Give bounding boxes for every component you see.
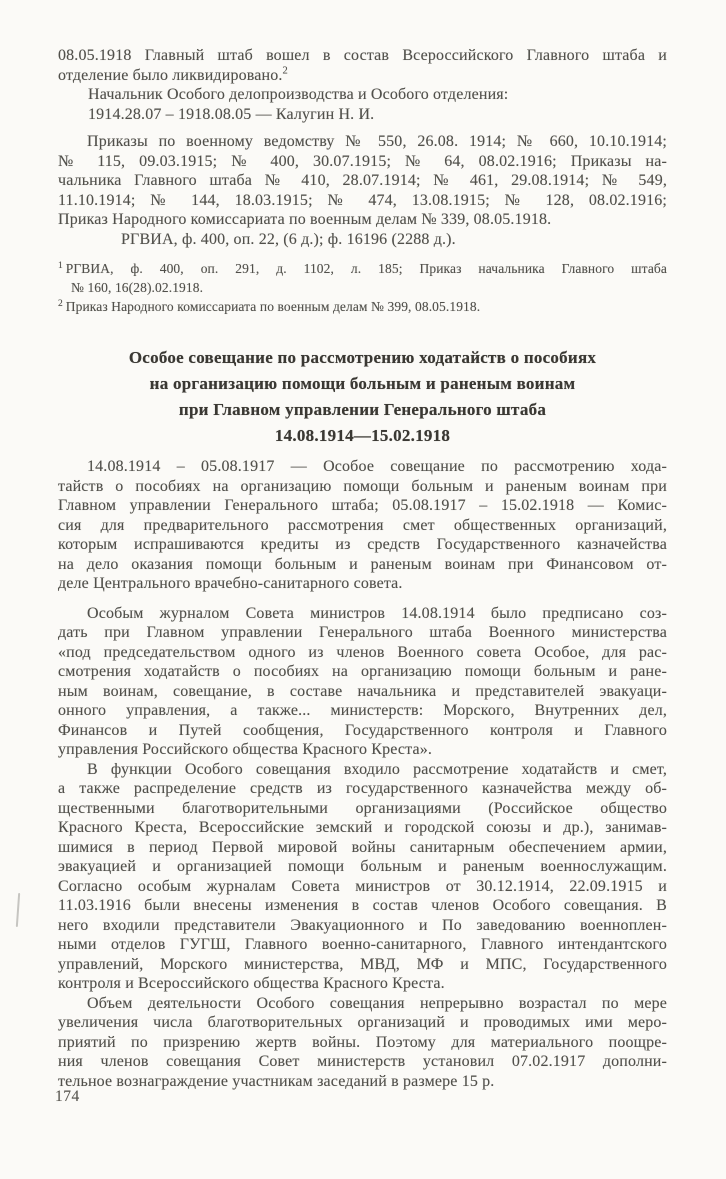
text-line: на дело оказания помощи больным и раненым воинам при Финансовом от- [58,555,667,573]
footnote-line [58,297,667,316]
text-line: онного управления, а также... министерств: Морского, Внутренних дел, [58,702,667,719]
text-line: эвакуацией и организацией помощи больным и раненым военнослужащим. [58,858,667,875]
footnote-marker: 1 [58,260,63,271]
text-line: дать при Главном управлении Генерального штаба Военного министерства [58,624,667,641]
page-number: 174 [55,1088,80,1105]
text-line: смотрения ходатайств о пособиях на организацию помощи больным и ране- [58,663,667,680]
text-line: Особое совещание по рассмотрению ходатайств о пособиях [128,348,597,367]
page-content [58,46,667,1091]
text-line: которым испрашиваются кредиты из средств Государственного казначейства [58,536,667,553]
text-line: управления Российского общества Красного Креста». [58,741,433,758]
paragraph [58,46,667,85]
section-heading [58,345,667,449]
text-line: «под председательством одного из членов Военного совета Особое, для рас- [58,643,667,661]
footnotes [58,259,667,316]
text-run: РГВИА, ф. 400, оп. 291, д. 1102, л. 185; Приказ начальника Главного штаба [65,261,667,276]
text-line: Согласно особым журналам Совета министров от 30.12.1914, 22.09.1915 и [58,877,667,895]
text-run: отделение было ликвидировано. [58,66,283,84]
paragraph [58,132,667,230]
paragraph [58,85,667,124]
text-line: Начальник Особого делопроизводства и Особого отделения: [88,86,509,103]
text-line: тайств о пособиях на организацию помощи больным и раненым воинам при [58,477,667,495]
paragraph [58,604,667,760]
text-line: 14.08.1914—15.02.1918 [274,426,451,445]
footnote [58,297,667,316]
paragraph [58,994,667,1092]
paragraph [58,760,667,994]
text-line: Красного Креста, Всероссийские земский и городской союзы и др.), занимав- [58,819,667,836]
text-line: него входили представители Эвакуационного и По заведованию военноплен- [58,916,667,934]
text-line: управлений, Морского министерства, МВД, МФ и МПС, Государственного [58,955,667,973]
text-line: Приказы по военному ведомству № 550, 26.08. 1914; № 660, 10.10.1914; [87,133,667,150]
text-line: 14.08.1914 – 05.08.1917 — Особое совещание по рассмотрению хода- [87,458,667,475]
text-line: щественными благотворительными организациями (Российское общество [58,799,667,817]
text-line: шимися в период Первой мировой войны санитарным обеспечением армии, [58,838,667,856]
scan-artifact [16,893,20,927]
footnote [58,259,667,297]
text-run: Приказ Народного комиссариата по военным делам № 399, 08.05.1918. [65,299,481,314]
footnote-line: № 160, 16(28).02.1918. [71,280,204,295]
text-line: Финансов и Путей сообщения, Государственного контроля и Главного [58,721,667,739]
footnote-marker: 2 [58,298,63,309]
text-line: сия для предварительного рассмотрения смет общественных организаций, [58,516,667,534]
text-line: контроля и Всероссийского общества Красного Креста. [58,975,445,992]
text-line: ным воинам, совещание, в составе начальника и представителей эвакуаци- [58,682,667,700]
text-line: при Главном управлении Генерального штаба [178,400,547,419]
text-line: тельное вознаграждение участникам заседаний в размере 15 р. [58,1072,495,1090]
text-line: ными отделов ГУГШ, Главного военно-санитарного, Главного интендантского [58,936,667,953]
text-line: 11.10.1914; № 144, 18.03.1915; № 474, 13.08.1915; № 128, 08.02.1916; [58,191,667,209]
text-line: чальника Главного штаба № 410, 28.07.1914; № 461, 29.08.1914; № 549, [58,172,667,189]
text-line: Объем деятельности Особого совещания непрерывно возрастал по мере [87,994,667,1012]
text-line: РГВИА, ф. 400, оп. 22, (6 д.); ф. 16196 (2288 д.). [121,230,456,248]
text-line: Главном управлении Генерального штаба; 05.08.1917 – 15.02.1918 — Комис- [58,497,667,514]
text-line: приятий по призрению жертв войны. Поэтому для материального поощре- [58,1033,667,1051]
text-line: 11.03.1916 были внесены изменения в состав членов Особого совещания. В [58,897,667,914]
text-line: Приказ Народного комиссариата по военным делам № 339, 08.05.1918. [58,211,552,228]
text-line: В функции Особого совещания входило рассмотрение ходатайств и смет, [87,760,667,778]
text-line: на организацию помощи больным и раненым воинам [149,374,576,393]
text-line [58,66,667,86]
text-line: Особым журналом Совета министров 14.08.1914 было предписано соз- [87,604,667,622]
footnote-line [58,259,667,278]
text-line: ния членов совещания Совет министерств установил 07.02.1917 дополни- [58,1053,667,1070]
text-line: деле Центрального врачебно-санитарного совета. [58,575,403,592]
text-line: 08.05.1918 Главный штаб вошел в состав Всероссийского Главного штаба и [58,47,667,64]
text-line: 1914.28.07 – 1918.08.05 — Калугин Н. И. [88,105,375,123]
text-line: № 115, 09.03.1915; № 400, 30.07.1915; № 64, 08.02.1916; Приказы на- [58,152,667,170]
archive-reference [58,230,667,250]
text-line: увеличения числа благотворительных организаций и проводимых ими меро- [58,1014,667,1031]
text-line: а также распределение средств из государственного казначейства между об- [58,780,667,797]
superscript-footnote-ref: 2 [282,65,288,77]
paragraph [58,457,667,594]
